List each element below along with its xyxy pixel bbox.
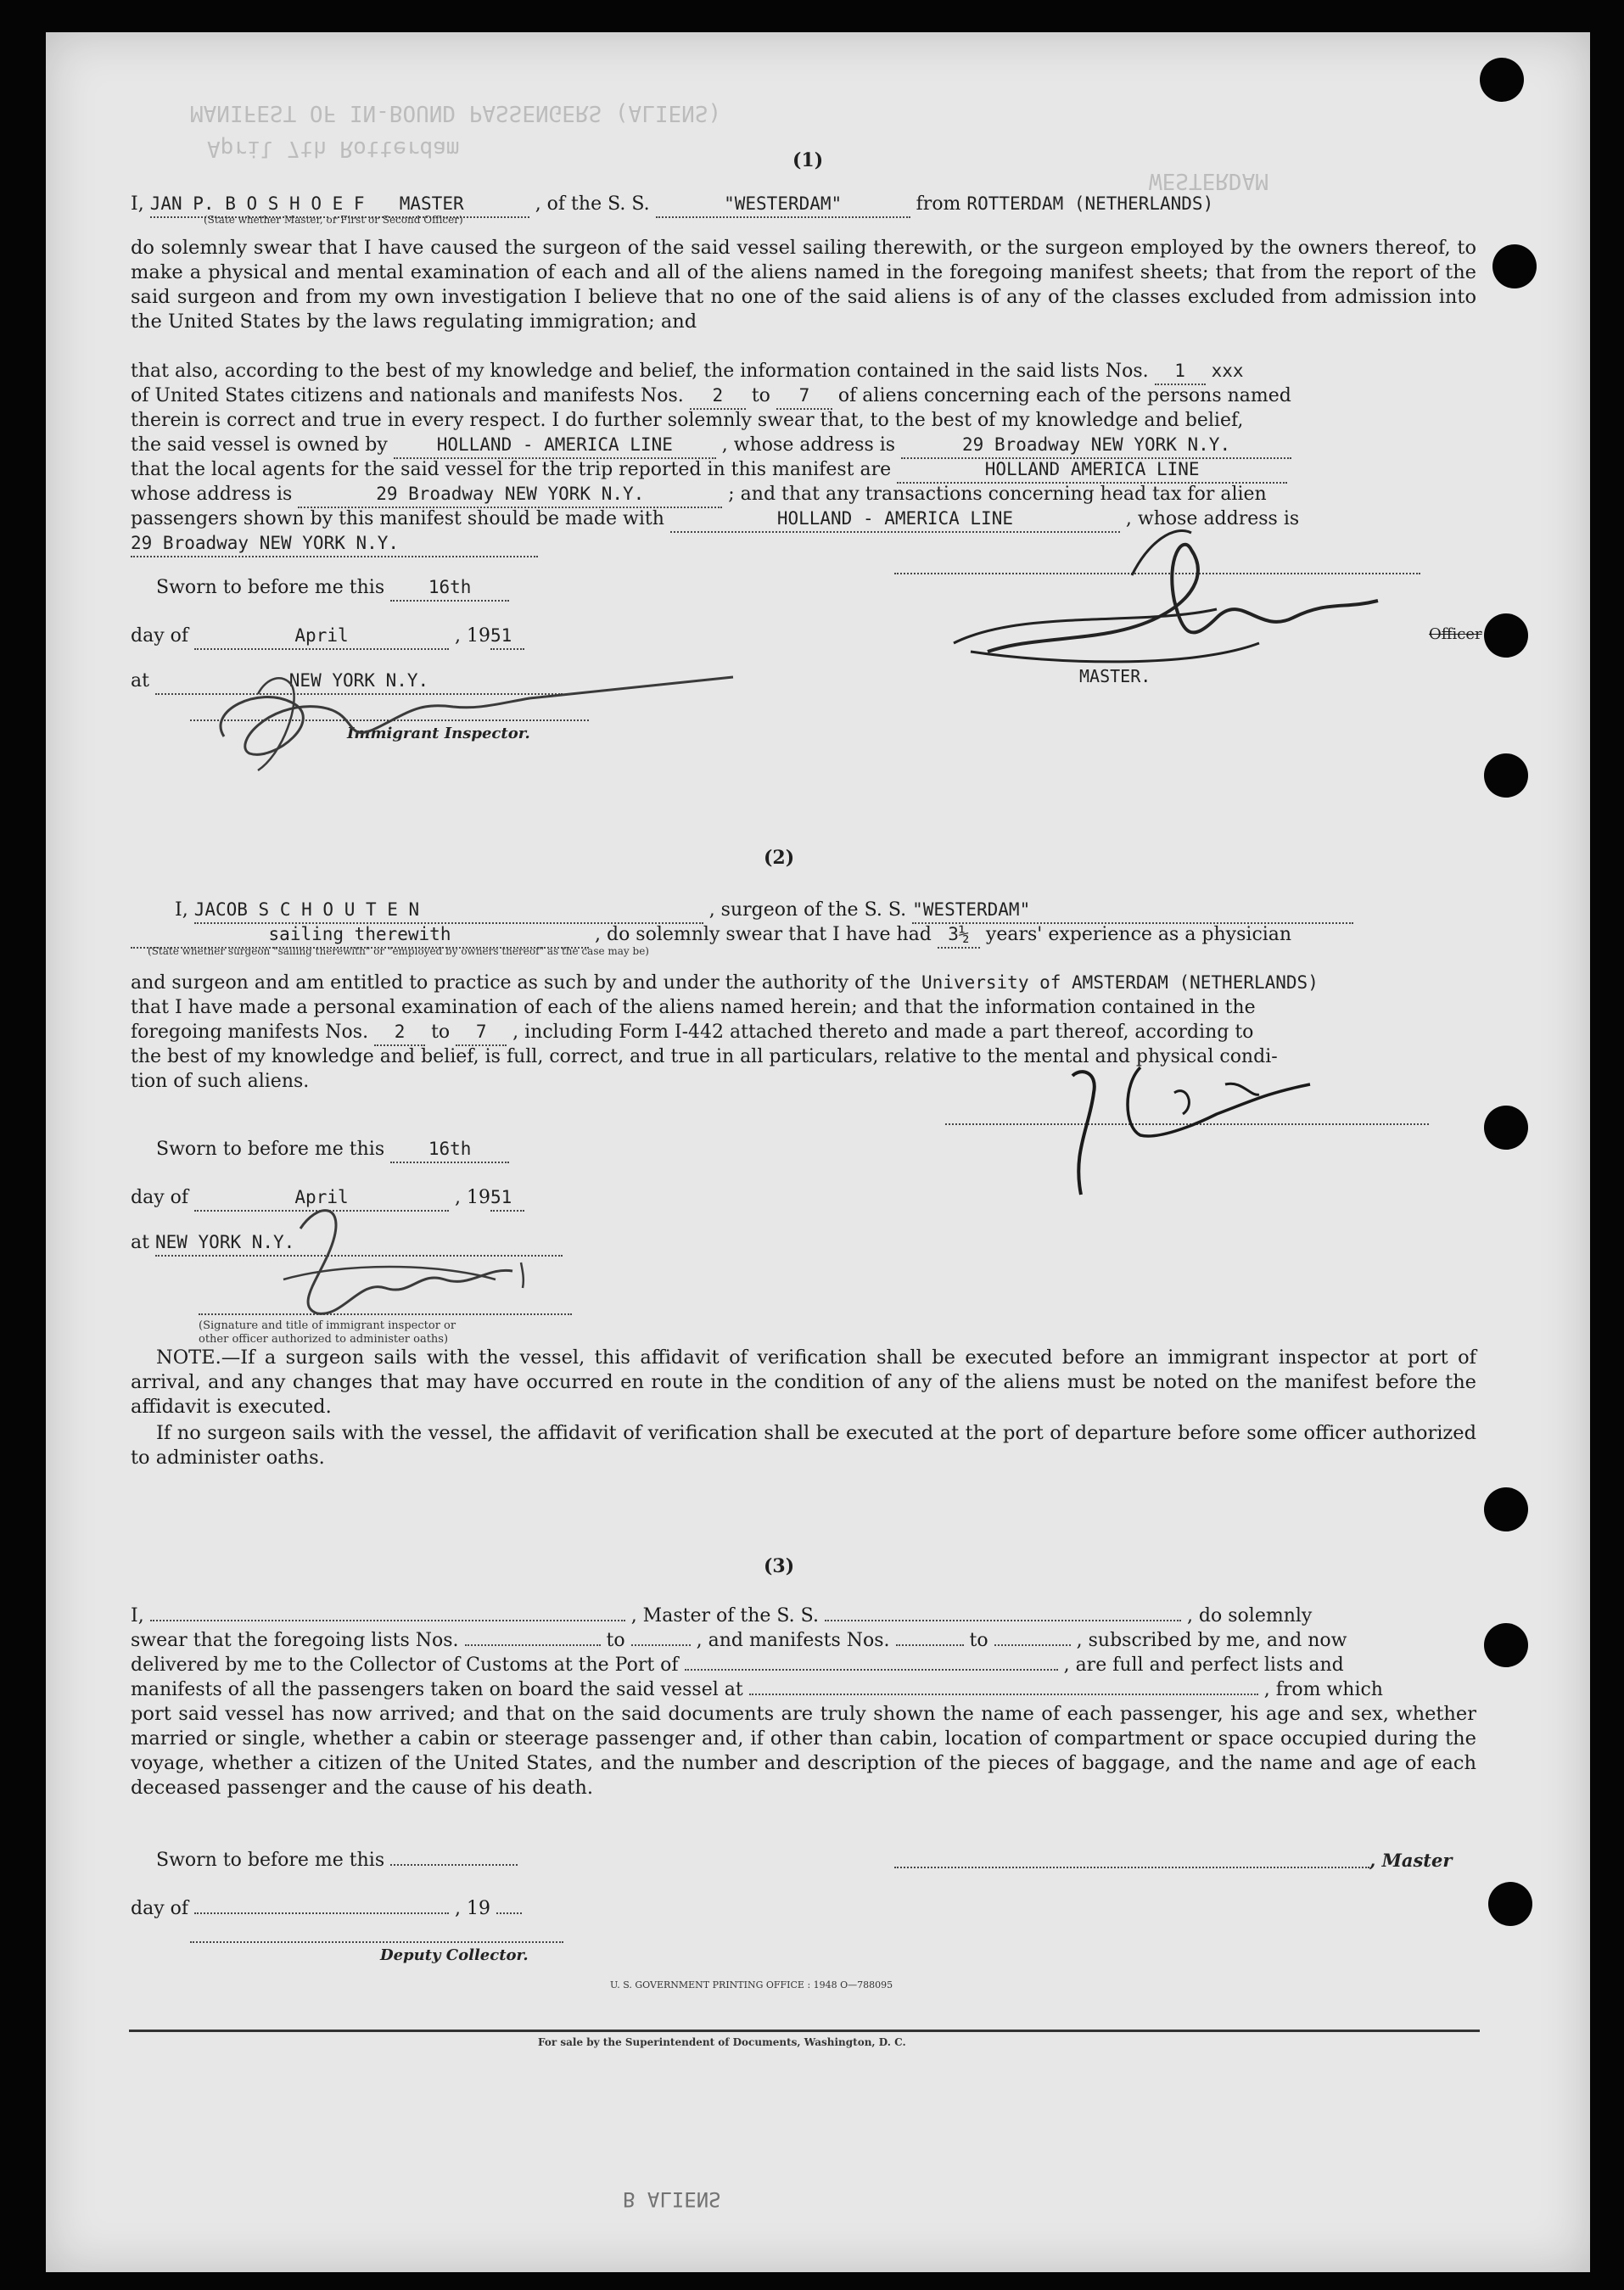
- bleed-through-header-2: April 7th Rotterdam: [207, 136, 460, 161]
- master-rank: MASTER: [334, 192, 529, 218]
- punch-hole: [1488, 1882, 1532, 1926]
- surgeon-manifest-to: 7: [456, 1020, 507, 1046]
- sworn-year-2: 51: [490, 1185, 524, 1212]
- punch-hole: [1484, 1623, 1528, 1667]
- sworn-month-1: April: [194, 624, 449, 650]
- immigrant-inspector-label: Immigrant Inspector.: [347, 725, 530, 742]
- master-oath-paragraph: do solemnly swear that I have caused the surgeon of the said vessel sailing therewith, or the surgeon employed by the owners thereof, to make a physical and mental examination of each and all of the aliens named in the foregoing manifest sheets; that from the report of the said surgeon and from my own investigation I believe that no one of the said aliens is of any of the classes excluded from admission into the United States by the laws regulating immigration; and: [131, 237, 1476, 333]
- s3-master-name: [150, 1604, 625, 1621]
- section-number-2: (2): [764, 847, 795, 869]
- bleed-through-header: MANIFEST OF IN-BOUND PASSENGERS (ALIENS): [190, 100, 722, 126]
- manifest-from: 2: [690, 384, 746, 410]
- s3-vessel: [825, 1604, 1181, 1621]
- sworn-month-2: April: [194, 1185, 449, 1212]
- manifest-page: MANIFEST OF IN-BOUND PASSENGERS (ALIENS) April 7th Rotterdam WESTERDAM (1) I, JAN P. B O S H O E F MASTER , of the S. S. "WESTERDAM" from ROTTERDAM (NETHERLANDS) (State whether Master, or First or Second Officer) do solemnly swear that I have caused the surgeon of the said vessel sailing therewith, or the surgeon employed by the owners thereof, to make a physical and mental examination of each and all of the aliens named in the foregoing manifest sheets; that from the report of the said surgeon and from my own investigation I believe that no one of the said aliens is of any of the classes excluded from admission into the United States by the laws regulating immigration; and that also, according to the best of my knowledge and belief, the information contained in the said lists Nos. 1 xxx of United States citizens and nationals and manifests Nos. 2 to 7 of aliens concerning each of the persons named therein is correct and true in every respect. I do further solemnly swear that, to the best of my knowledge and belief, the said vessel is owned by HOLLAND - AMERICA LINE , whose address is 29 Broadway NEW YORK N.Y. that the local agents for the said vessel for the trip reported in this manifest are HOLLAND AMERICA LINE whose address is 29 Broadway NEW YORK N.Y. ; and that any transactions concerning head tax for alien passengers shown by this manifest should be made with HOLLAND - AMERICA LINE , whose address is 29 Broadway NEW YORK N.Y. Sworn to before me this 16th day of April , 1951 at NEW YORK N.Y. Immigrant Inspector. Officer MASTER. (2) I, JACOB S C H O U T E N , surgeon of the S. S. "WESTERDAM" sailing therewith , do solemnly swear that I have had 3½ years' experience as a physician (State whether surgeon "sailing therewith" or "employed by owners thereof" as the case may be) and surgeon and am entitled to practice as such by and under the authority of the University of AMSTERDAM (NETHERLANDS) that I have made a personal examination of each of the aliens named herein; and that the information contained in the foregoing manifests Nos. 2 to 7 , including Form I-442 attached thereto and made a part thereof, according to the best of my knowledge and belief, is full, correct, and true in all particulars, relative to the mental and physical condi- tion of such aliens. Sworn to before me this 16th day of April , 1951 at NEW YORK N.Y. (Signature and title of immigrant inspector or other officer authorized to administer oaths) NOTE.—If a surgeon sails with the vessel, this affidavit of verification shall be executed before an immigrant inspector at port of arrival, and any changes that may have occurred en route in the condition of any of the aliens must be noted on the manifest before the affidavit is executed. If no surgeon sails with the vessel, the affidavit of verification shall be executed at the port of departure before some officer authorized to administer oaths. (3) I, , Master of the S. S. , do solemnly swear that the foregoing lists Nos. to , and manifests Nos. to , subscribed by me, and now delivered by me to the Collector of Customs at the Port of , are full and perfect lists and manifests of all the passengers taken on board the said vessel at , from which port said vessel has now arrived; and that on the said documents are truly shown the name of each passenger, his age and sex, whether married or single, whether a cabin or steerage passenger and, if other than cabin, location of compartment or space occupied during the voyage, whether a citizen of the United States, and the number and description of the pieces of baggage, and the name and age of each deceased passenger and the cause of his death. Sworn to before me this , Master day of , 19 Deputy Collector. U. S. GOVERNMENT PRINTING OFFICE : 1948 O—788095 For sale by the Superintendent of Documents, Washington, D. C. B ALIENS: [46, 32, 1590, 2272]
- surgeon-vessel: "WESTERDAM": [912, 898, 1353, 924]
- punch-hole: [1480, 58, 1524, 102]
- s3-paragraph: port said vessel has now arrived; and that on the said documents are truly shown the name of each passenger, his age and sex, whether married or single, whether a cabin or steerage passenger and, if other than cabin, location of compartment or space occupied during the voyage, whether a citizen of the United States, and the number and description of the pieces of baggage, and the name and age of each deceased passenger and the cause of his death.: [131, 1703, 1476, 1799]
- bleed-through-footer: B ALIENS: [623, 2187, 721, 2211]
- officer-struck: Officer: [1429, 625, 1482, 643]
- vessel-name: "WESTERDAM": [656, 192, 910, 218]
- sworn-place-1: NEW YORK N.Y.: [155, 669, 563, 695]
- head-tax-address: 29 Broadway NEW YORK N.Y.: [131, 531, 538, 557]
- master-name: JAN P. B O S H O E F: [150, 192, 328, 218]
- sig-note-2: other officer authorized to administer oaths): [199, 1333, 449, 1346]
- citizen-lists-nos: 1: [1155, 359, 1206, 385]
- sale-note: For sale by the Superintendent of Documents, Washington, D. C.: [538, 2036, 906, 2048]
- surgeon-oath-line: I, JACOB S C H O U T E N , surgeon of the S. S. "WESTERDAM": [175, 898, 1353, 924]
- section-number-3: (3): [764, 1555, 795, 1577]
- master-oath-line: I, JAN P. B O S H O E F MASTER , of the S. S. "WESTERDAM" from ROTTERDAM (NETHERLANDS): [131, 192, 1213, 218]
- head-tax-agent: HOLLAND - AMERICA LINE: [670, 507, 1120, 533]
- vessel-owner: HOLLAND - AMERICA LINE: [394, 433, 716, 459]
- surgeon-signature: [1047, 1033, 1352, 1203]
- sworn-line-1: Sworn to before me this 16th: [156, 575, 509, 602]
- punch-hole: [1484, 1487, 1528, 1531]
- punch-hole: [1484, 753, 1528, 798]
- inspector-signature-1: [173, 626, 767, 779]
- sworn-year-1: 51: [490, 624, 524, 650]
- note-paragraph-1: NOTE.—If a surgeon sails with the vessel, this affidavit of verification shall be executed before an immigrant inspector at port of arrival, and any changes that may have occurred en route in the condition of any of the aliens must be noted on the manifest before the affidavit is executed.: [131, 1347, 1476, 1418]
- manifest-to: 7: [776, 384, 832, 410]
- departure-port: ROTTERDAM (NETHERLANDS): [966, 193, 1214, 214]
- years-experience: 3½: [938, 922, 980, 949]
- master-signature: [937, 516, 1446, 703]
- sworn-place-2: NEW YORK N.Y.: [155, 1230, 563, 1257]
- punch-hole: [1484, 1106, 1528, 1150]
- gpo-imprint: U. S. GOVERNMENT PRINTING OFFICE : 1948 O—788095: [610, 1979, 893, 1990]
- practice-authority: the University of AMSTERDAM (NETHERLANDS): [878, 972, 1319, 993]
- sworn-line-2: Sworn to before me this 16th: [156, 1137, 509, 1163]
- surgeon-manifest-from: 2: [374, 1020, 425, 1046]
- deputy-collector-label: Deputy Collector.: [380, 1946, 529, 1964]
- local-agents: HOLLAND AMERICA LINE: [897, 457, 1287, 484]
- agents-address: 29 Broadway NEW YORK N.Y.: [298, 482, 722, 508]
- punch-hole: [1484, 613, 1528, 658]
- surgeon-status: sailing therewith: [131, 922, 589, 949]
- owner-address: 29 Broadway NEW YORK N.Y.: [901, 433, 1291, 459]
- section-number-1: (1): [792, 149, 824, 171]
- inspector-signature-2: [216, 1186, 640, 1322]
- sworn-day-2: 16th: [390, 1137, 509, 1163]
- surgeon-name: JACOB S C H O U T E N: [194, 898, 703, 924]
- note-paragraph-2: If no surgeon sails with the vessel, the affidavit of verification shall be executed at the port of departure before some officer authorized to administer oaths.: [131, 1422, 1476, 1469]
- bleed-through-vessel: WESTERDAM: [1149, 168, 1268, 193]
- s3-master-label: , Master: [1369, 1850, 1453, 1871]
- rank-note: (State whether Master, or First or Second Officer): [204, 214, 463, 226]
- sig-note-1: (Signature and title of immigrant inspector or: [199, 1319, 456, 1332]
- master-title: MASTER.: [1079, 666, 1151, 686]
- punch-hole: [1492, 244, 1537, 288]
- surgeon-status-note: (State whether surgeon "sailing therewith" or "employed by owners thereof" as the case may be): [148, 945, 649, 957]
- sworn-day-1: 16th: [390, 575, 509, 602]
